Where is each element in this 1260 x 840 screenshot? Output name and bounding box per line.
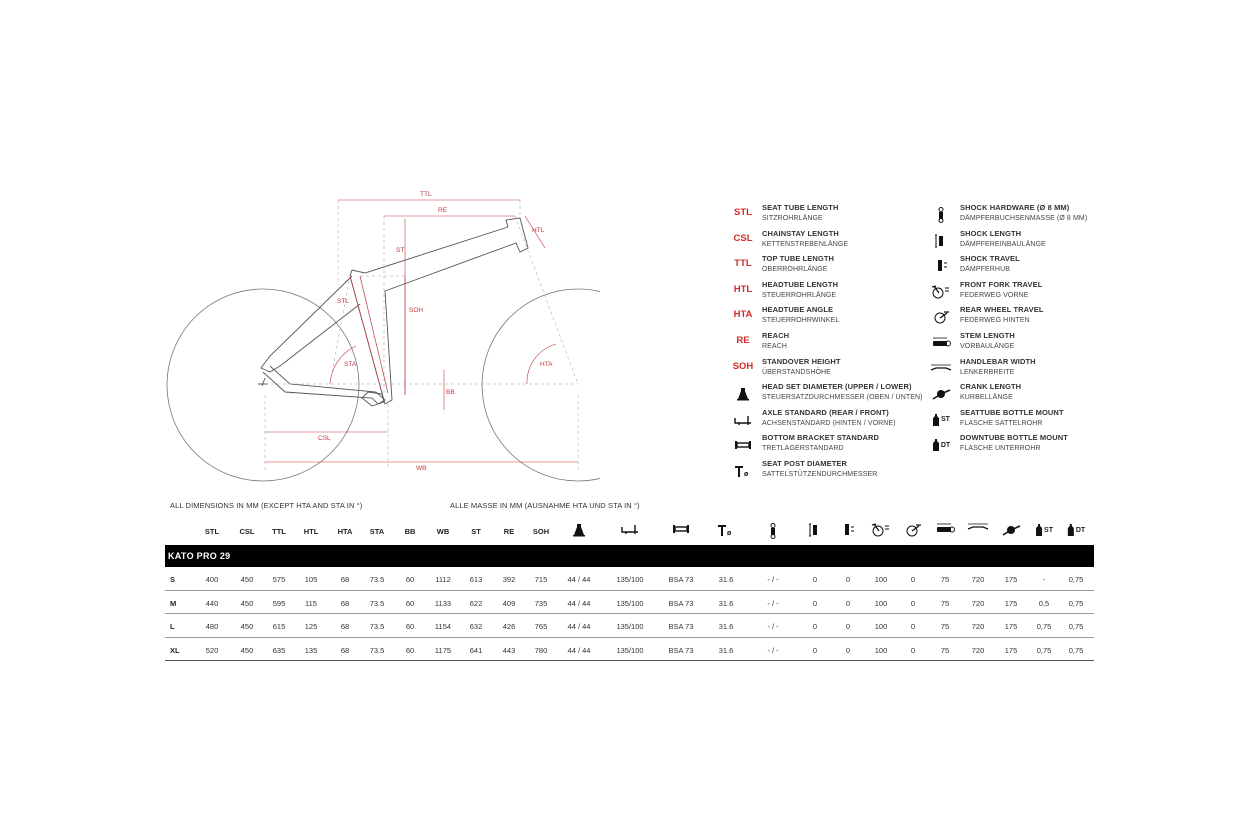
legend-icon-cell xyxy=(724,382,762,405)
table-cell: 1154 xyxy=(434,622,452,631)
legend-item xyxy=(724,203,923,229)
legend-label-en: REACH xyxy=(762,330,790,340)
table-cell: 60 xyxy=(405,575,415,584)
rear-wheel-icon xyxy=(931,306,951,328)
table-cell: BSA 73 xyxy=(668,598,694,608)
axle-icon xyxy=(734,409,752,431)
table-cell: 720 xyxy=(971,598,985,608)
table-cell: BSA 73 xyxy=(668,645,694,655)
table-cell: 1133 xyxy=(434,598,452,608)
legend-label-de: FLASCHE UNTERROHR xyxy=(960,445,1041,453)
column-header: STL xyxy=(204,527,220,536)
shock-travel-icon xyxy=(934,255,948,277)
size-label: L xyxy=(170,622,175,631)
legend-icon-cell xyxy=(922,280,960,303)
table-body xyxy=(165,567,1094,661)
table-cell: 175 xyxy=(1004,622,1018,631)
bike-geometry-diagram xyxy=(160,180,600,495)
table-cell: 135/100 xyxy=(616,645,644,655)
table-cell: 641 xyxy=(469,645,483,655)
legend-label-de: ÜBERSTANDSHÖHE xyxy=(762,368,831,376)
label-htl: HTL xyxy=(532,227,545,234)
table-cell: 765 xyxy=(534,622,548,631)
legend-item xyxy=(922,357,1087,383)
table-cell: - / - xyxy=(767,598,779,608)
label-st: ST xyxy=(396,247,405,254)
stem-icon xyxy=(931,332,951,354)
legend-label-en: HEADTUBE LENGTH xyxy=(762,279,839,289)
legend-item xyxy=(724,433,923,459)
rear-wheel xyxy=(167,289,359,481)
legend-icon-cell xyxy=(922,203,960,226)
legend-label-de: SITZROHRLÄNGE xyxy=(762,215,823,222)
table-cell: 31.6 xyxy=(718,645,734,655)
label-stl: STL xyxy=(337,298,349,305)
legend-item xyxy=(724,254,923,280)
table-row xyxy=(165,591,1094,615)
dimensions-note-de: ALLE MASSE IN MM (AUSNAHME HTA UND STA IN °) xyxy=(450,501,640,510)
shock-hardware-icon xyxy=(768,523,778,539)
table-cell: 75 xyxy=(940,622,950,631)
table-cell: 105 xyxy=(304,575,318,584)
table-cell: - / - xyxy=(767,645,779,655)
table-cell: 73.5 xyxy=(369,645,385,655)
table-cell: - xyxy=(1042,575,1046,584)
legend-code: STL xyxy=(734,207,752,218)
column-header: STA xyxy=(369,527,385,536)
svg-text:ø: ø xyxy=(727,530,732,537)
label-csl: CSL xyxy=(318,435,331,442)
frame xyxy=(258,218,528,406)
legend-label-en: BOTTOM BRACKET STANDARD xyxy=(762,433,880,443)
table-cell: 520 xyxy=(205,645,219,655)
column-header: CSL xyxy=(239,527,255,536)
legend-label-de: SATTELSTÜTZENDURCHMESSER xyxy=(762,470,878,478)
table-cell: 175 xyxy=(1004,575,1018,584)
shock-hardware-icon xyxy=(936,204,946,226)
headset-icon xyxy=(572,523,586,537)
table-cell: 175 xyxy=(1004,598,1018,608)
table-cell: 595 xyxy=(272,598,286,608)
legend-label-de: STEUERROHRWINKEL xyxy=(762,317,840,325)
legend-label-en: SEATTUBE BOTTLE MOUNT xyxy=(960,407,1064,417)
bottom-bracket-icon xyxy=(672,523,690,535)
column-header: RE xyxy=(503,527,515,536)
table-cell: 44 / 44 xyxy=(567,598,591,608)
legend-item xyxy=(922,382,1087,408)
legend-icon-cell xyxy=(922,331,960,354)
table-cell: 0 xyxy=(845,622,851,631)
legend-label-de: KETTENSTREBENLÄNGE xyxy=(762,240,849,248)
table-cell: 73.5 xyxy=(369,575,385,584)
legend-label-en: SHOCK TRAVEL xyxy=(960,254,1020,264)
column-header: TTL xyxy=(272,527,286,536)
table-cell: 0 xyxy=(812,598,818,608)
headset-icon xyxy=(736,383,750,405)
seatpost-icon xyxy=(717,523,735,537)
bottle-icon: ST xyxy=(1035,523,1053,537)
front-wheel xyxy=(482,289,600,481)
table-row xyxy=(165,614,1094,638)
table-cell: 135/100 xyxy=(616,598,644,608)
column-header-icon xyxy=(808,523,822,539)
crank-icon xyxy=(930,383,952,405)
legend-code: HTL xyxy=(733,283,753,295)
table-cell: 68 xyxy=(340,622,350,631)
legend-icon-cell xyxy=(922,408,960,431)
label-soh: SOH xyxy=(409,307,424,314)
legend-right xyxy=(922,203,1087,459)
handlebar-icon xyxy=(930,358,952,380)
legend-code: CSL xyxy=(733,232,753,244)
bottle-icon: DT xyxy=(1067,523,1085,537)
table-cell: 575 xyxy=(272,575,286,584)
dimensions-note-en: ALL DIMENSIONS IN MM (EXCEPT HTA AND STA IN °) xyxy=(170,501,363,510)
legend-item xyxy=(922,229,1087,255)
legend-item xyxy=(922,331,1087,357)
table-cell: 0 xyxy=(910,575,916,584)
legend-label-de: LENKERBREITE xyxy=(960,368,1015,376)
table-cell: 68 xyxy=(340,598,350,608)
legend-label-en: SEAT POST DIAMETER xyxy=(762,458,847,468)
legend-icon-cell xyxy=(922,305,960,328)
legend-label-de: DÄMPFERHUB xyxy=(960,266,1011,274)
legend-icon-cell xyxy=(922,382,960,405)
table-cell: 73.5 xyxy=(369,622,385,631)
table-cell: 450 xyxy=(240,598,254,608)
legend-label-de: OBERROHRLÄNGE xyxy=(762,266,828,274)
table-cell: 175 xyxy=(1004,645,1018,655)
table-cell: 75 xyxy=(940,575,950,584)
table-cell: 135 xyxy=(304,645,318,655)
legend-label-en: HEADTUBE ANGLE xyxy=(762,305,834,315)
table-cell: 31.6 xyxy=(718,575,734,584)
table-cell: 60 xyxy=(405,598,415,608)
legend-label-de: FEDERWEG VORNE xyxy=(960,291,1029,299)
table-cell: BSA 73 xyxy=(668,622,694,631)
legend-label-en: FRONT FORK TRAVEL xyxy=(960,279,1043,289)
column-header-icon xyxy=(1067,523,1085,539)
table-cell: 31.6 xyxy=(718,622,734,631)
table-cell: 0,5 xyxy=(1038,598,1050,608)
axle-icon xyxy=(621,523,639,535)
legend-label-de: STEUERSATZDURCHMESSER (OBEN / UNTEN) xyxy=(762,394,923,402)
table-cell: 115 xyxy=(305,598,317,608)
table-cell: 31.6 xyxy=(718,598,734,608)
table-cell: 1175 xyxy=(434,645,452,655)
legend-item xyxy=(724,357,923,383)
legend-label-de: DÄMPFERBUCHSENMASSE (Ø 8 MM) xyxy=(960,215,1088,222)
table-cell: 780 xyxy=(534,645,548,655)
column-header-icon xyxy=(903,523,923,539)
column-header-icon xyxy=(717,523,735,539)
table-cell: 0,75 xyxy=(1036,622,1052,631)
legend-label-en: DOWNTUBE BOTTLE MOUNT xyxy=(960,433,1068,443)
bottle-icon: DT xyxy=(932,434,950,456)
legend-label-en: SHOCK LENGTH xyxy=(960,228,1022,238)
table-cell: 720 xyxy=(971,622,985,631)
table-cell: 392 xyxy=(502,575,516,584)
table-cell: 715 xyxy=(534,575,548,584)
legend-item xyxy=(724,305,923,331)
table-cell: 60 xyxy=(405,645,415,655)
table-cell: 632 xyxy=(469,622,483,631)
table-cell: 0 xyxy=(845,598,851,608)
legend-label-en: HEAD SET DIAMETER (UPPER / LOWER) xyxy=(762,382,912,392)
table-cell: 75 xyxy=(940,645,950,655)
table-cell: BSA 73 xyxy=(668,575,694,584)
front-fork-icon xyxy=(931,281,951,303)
table-cell: 450 xyxy=(240,645,254,655)
column-header-icon xyxy=(967,523,989,535)
label-sta: STA xyxy=(344,361,357,368)
shock-length-icon xyxy=(808,523,822,537)
table-row xyxy=(165,567,1094,591)
legend-label-en: SHOCK HARDWARE (Ø 8 MM) xyxy=(960,203,1070,212)
table-cell: 0,75 xyxy=(1068,645,1084,655)
table-cell: 0,75 xyxy=(1068,598,1084,608)
table-cell: 60 xyxy=(405,622,415,631)
table-cell: 135/100 xyxy=(616,575,644,584)
table-cell: 735 xyxy=(534,598,548,608)
legend-item xyxy=(724,382,923,408)
legend-label-de: KURBELLÄNGE xyxy=(960,394,1013,402)
legend-item xyxy=(724,280,923,306)
legend-item xyxy=(922,408,1087,434)
column-header-icon xyxy=(871,523,891,539)
legend-label-en: STEM LENGTH xyxy=(960,330,1015,340)
label-wb: WB xyxy=(416,465,427,472)
table-cell: 0 xyxy=(845,645,851,655)
svg-text:ø: ø xyxy=(744,470,749,478)
table-cell: 125 xyxy=(304,622,318,631)
legend-item xyxy=(922,254,1087,280)
handlebar-icon xyxy=(967,523,989,533)
table-cell: 635 xyxy=(272,645,286,655)
bottom-bracket-icon xyxy=(734,434,752,456)
legend-label-en: HANDLEBAR WIDTH xyxy=(960,356,1036,366)
legend-label-en: CRANK LENGTH xyxy=(960,382,1022,392)
legend-item xyxy=(922,305,1087,331)
table-cell: 720 xyxy=(971,575,985,584)
table-row xyxy=(165,638,1094,662)
dimension-lines xyxy=(265,200,578,462)
column-header-icon xyxy=(621,523,639,537)
legend-icon-cell xyxy=(922,254,960,277)
size-label: XL xyxy=(170,645,180,655)
legend-code: RE xyxy=(736,334,750,346)
legend-label-en: STANDOVER HEIGHT xyxy=(762,356,841,366)
bottle-icon: ST xyxy=(932,409,950,431)
table-cell: 100 xyxy=(874,622,888,631)
legend-icon-cell xyxy=(922,229,960,252)
column-header: BB xyxy=(404,527,416,536)
shock-travel-icon xyxy=(841,523,855,537)
column-header-icon xyxy=(572,523,586,539)
table-cell: 0,75 xyxy=(1068,575,1084,584)
legend-label-en: AXLE STANDARD (REAR / FRONT) xyxy=(762,407,889,417)
legend-code: TTL xyxy=(734,258,752,270)
legend-label-de: DÄMPFEREINBAULÄNGE xyxy=(960,240,1046,248)
column-header-icon xyxy=(672,523,690,537)
front-fork-icon xyxy=(871,523,891,537)
column-header: HTA xyxy=(337,527,353,536)
label-hta: HTA xyxy=(540,361,553,368)
model-name: KATO PRO 29 xyxy=(165,545,1094,567)
table-cell: 0,75 xyxy=(1036,645,1052,655)
table-cell: 68 xyxy=(340,645,350,655)
table-cell: 613 xyxy=(469,575,483,584)
table-cell: 100 xyxy=(874,598,888,608)
table-cell: 100 xyxy=(874,575,888,584)
table-cell: 44 / 44 xyxy=(567,622,591,631)
geometry-table xyxy=(165,520,1094,661)
legend-icon-cell xyxy=(922,433,960,456)
legend-label-de: STEUERROHRLÄNGE xyxy=(762,291,837,299)
legend-left xyxy=(724,203,923,485)
legend-item xyxy=(922,433,1087,459)
legend-label-de: ACHSENSTANDARD (HINTEN / VORNE) xyxy=(762,419,896,427)
table-cell: 450 xyxy=(240,575,254,584)
seatpost-icon xyxy=(734,460,752,482)
shock-length-icon xyxy=(934,230,948,252)
guide-lines xyxy=(265,200,578,470)
column-header: ST xyxy=(471,527,481,536)
table-cell: 135/100 xyxy=(616,622,644,631)
table-cell: 426 xyxy=(502,622,516,631)
table-cell: 73.5 xyxy=(369,598,385,608)
legend-label-de: TRETLAGERSTANDARD xyxy=(762,445,844,453)
legend-label-de: VORBAULÄNGE xyxy=(960,342,1015,350)
legend-item xyxy=(724,459,923,485)
table-cell: 440 xyxy=(205,598,219,608)
label-ttl: TTL xyxy=(420,191,432,198)
legend-item xyxy=(724,229,923,255)
table-cell: - / - xyxy=(767,575,779,584)
legend-item xyxy=(724,408,923,434)
legend-code: SOH xyxy=(732,360,754,372)
legend-label-de: FLASCHE SATTELROHR xyxy=(960,419,1043,427)
crank-icon xyxy=(1000,523,1022,537)
legend-label-en: SEAT TUBE LENGTH xyxy=(762,203,839,212)
column-header-icon xyxy=(1000,523,1022,539)
table-cell: 44 / 44 xyxy=(567,575,591,584)
column-header-icon xyxy=(841,523,855,539)
legend-icon-cell xyxy=(922,357,960,380)
table-cell: 450 xyxy=(240,622,254,631)
column-header: HTL xyxy=(303,527,319,536)
table-header xyxy=(165,520,1094,545)
size-label: M xyxy=(170,598,177,608)
legend-item xyxy=(724,331,923,357)
table-cell: 720 xyxy=(971,645,985,655)
legend-label-en: CHAINSTAY LENGTH xyxy=(762,228,839,238)
legend-icon-cell xyxy=(724,433,762,456)
column-header: SOH xyxy=(532,527,550,536)
table-cell: 0 xyxy=(910,645,916,655)
legend-code: HTA xyxy=(733,309,753,321)
table-cell: 75 xyxy=(940,598,950,608)
legend-label-de: REACH xyxy=(762,342,788,350)
legend-label-de: FEDERWEG HINTEN xyxy=(960,317,1030,325)
legend-icon-cell xyxy=(724,459,762,482)
legend-icon-cell xyxy=(724,408,762,431)
table-cell: 0 xyxy=(910,622,916,631)
table-cell: 409 xyxy=(502,598,516,608)
table-cell: 0 xyxy=(812,645,818,655)
stem-icon xyxy=(935,523,955,535)
legend-label-en: TOP TUBE LENGTH xyxy=(762,254,835,264)
size-label: S xyxy=(170,575,176,584)
table-cell: 0 xyxy=(845,575,851,584)
table-cell: 0 xyxy=(812,622,818,631)
column-header-icon xyxy=(1035,523,1053,539)
table-cell: - / - xyxy=(767,622,779,631)
column-header-icon xyxy=(935,523,955,537)
table-cell: 400 xyxy=(205,575,219,584)
table-cell: 443 xyxy=(502,645,516,655)
table-cell: 622 xyxy=(469,598,483,608)
table-cell: 100 xyxy=(874,645,888,655)
table-cell: 0 xyxy=(812,575,818,584)
label-bb: BB xyxy=(446,389,455,396)
legend-label-en: REAR WHEEL TRAVEL xyxy=(960,305,1044,315)
table-cell: 44 / 44 xyxy=(567,645,591,655)
table-cell: 0 xyxy=(910,598,916,608)
rear-wheel-icon xyxy=(903,523,923,537)
table-cell: 68 xyxy=(340,575,350,584)
label-re: RE xyxy=(438,207,448,214)
legend-item xyxy=(922,280,1087,306)
column-header: WB xyxy=(436,527,450,536)
column-header-icon xyxy=(768,523,778,541)
table-cell: 480 xyxy=(205,622,219,631)
table-cell: 1112 xyxy=(435,575,451,584)
table-cell: 615 xyxy=(272,622,286,631)
legend-item xyxy=(922,203,1087,229)
table-cell: 0,75 xyxy=(1068,622,1084,631)
